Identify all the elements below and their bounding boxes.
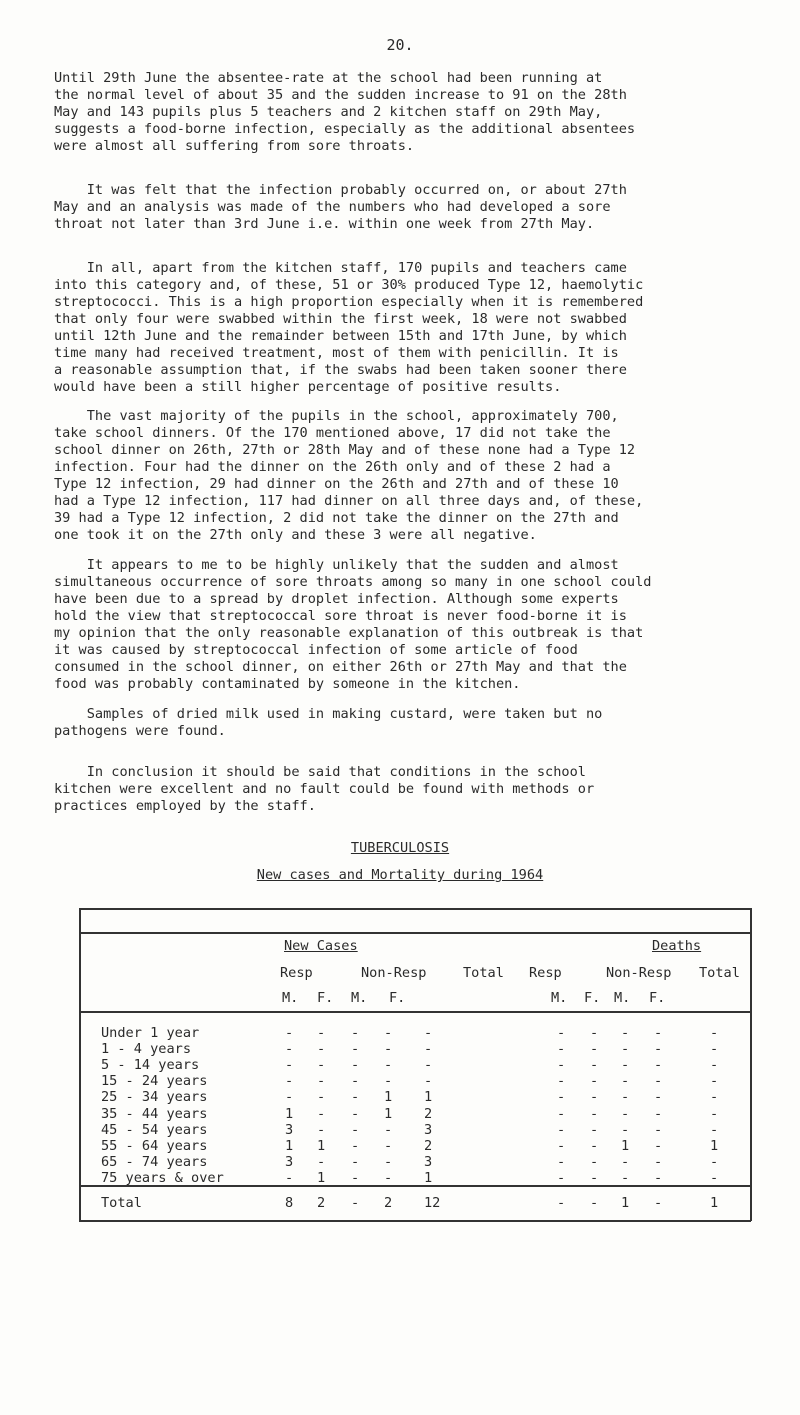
table-row-value: - <box>351 1089 360 1106</box>
table-row-value: - <box>710 1121 719 1138</box>
header-sex-m: M. <box>551 990 568 1006</box>
table-row-value: - <box>590 1041 599 1058</box>
table-row-value: 1 <box>424 1089 433 1106</box>
paragraph-opinion: It appears to me to be highly unlikely that the sudden and almost simultaneous occurrence of sore throats among so many in one school could have been due to a spread by droplet infection. Although some experts hold the view that streptococcal sore throat is never food-borne it is my opinion that the only reasonable explanation of this outbreak is that it was caused by streptococcal infection of some article of food consumed in the school dinner, on either 26th or 27th May and that the food was probably contaminated by someone in the kitchen. <box>54 557 652 692</box>
table-row-value: - <box>557 1057 566 1074</box>
table-header-rule <box>79 932 751 934</box>
table-row-value: - <box>710 1057 719 1074</box>
table-row-value: - <box>557 1137 566 1154</box>
table-row-value: 1 <box>285 1105 294 1122</box>
table-row-value: - <box>351 1073 360 1090</box>
table-right-rule <box>750 908 752 1221</box>
table-row-label: 25 - 34 years <box>101 1089 208 1106</box>
table-row-value: - <box>351 1169 360 1186</box>
table-row-value: - <box>317 1073 326 1090</box>
table-row-value: - <box>654 1153 663 1170</box>
header-sex-m: M. <box>351 990 368 1006</box>
header-non-resp: Non-Resp <box>361 965 427 981</box>
table-row-label: 1 - 4 years <box>101 1041 192 1058</box>
table-row-value: - <box>621 1057 630 1074</box>
paragraph-school-dinners: The vast majority of the pupils in the school, approximately 700, take school dinners. Of the 170 mentioned above, 17 did not take the school dinner on 26th, 27th or 28th May and of these none had a Type 12 infection. Four had the dinner on the 26th only and of these 2 had a Type 12 infection, 29 had dinner on the 26th and 27th and of these 10 had a Type 12 infection, 117 had dinner on all three days and, of these, 39 had a Type 12 infection, 2 did not take the dinner on the 27th and one took it on the 27th only and these 3 were all negative. <box>54 408 644 543</box>
table-row-value: - <box>384 1153 393 1170</box>
header-deaths-resp: Resp <box>529 965 562 981</box>
table-row-value: - <box>384 1169 393 1186</box>
paragraph-absentee-rate: Until 29th June the absentee-rate at the school had been running at the normal level of about 35 and the sudden increase to 91 on the 28th May and 143 pupils plus 5 teachers and 2 kitchen staff on 29th May, suggests a food-borne infection, especially as the additional absentees were almost all suffering from sore throats. <box>54 70 636 154</box>
table-row-label: 15 - 24 years <box>101 1073 208 1090</box>
table-row-value: 2 <box>424 1105 433 1122</box>
header-sex-f: F. <box>584 990 601 1006</box>
table-left-rule <box>79 908 81 1221</box>
header-sex-m: M. <box>282 990 299 1006</box>
table-row-value: - <box>710 1041 719 1058</box>
table-row-value: - <box>710 1089 719 1106</box>
table-row-value: - <box>710 1169 719 1186</box>
table-row-value: 1 <box>384 1105 393 1122</box>
table-top-rule <box>79 908 751 910</box>
table-row-value: - <box>710 1073 719 1090</box>
table-row-value: - <box>654 1073 663 1090</box>
table-row-value: - <box>285 1089 294 1106</box>
table-row-label: 5 - 14 years <box>101 1057 200 1074</box>
table-total-row-value: 2 <box>317 1195 326 1211</box>
table-row-label: 65 - 74 years <box>101 1153 208 1170</box>
header-new-cases: New Cases <box>284 938 358 954</box>
table-row-label: 45 - 54 years <box>101 1121 208 1138</box>
table-row-value: - <box>351 1025 360 1041</box>
table-total-row-value: 8 <box>285 1195 294 1211</box>
table-row-value: - <box>621 1153 630 1170</box>
table-row-value: - <box>590 1057 599 1074</box>
table-row-value: - <box>317 1025 326 1041</box>
table-row-value: - <box>351 1153 360 1170</box>
header-deaths: Deaths <box>652 938 702 954</box>
table-row-value: - <box>654 1041 663 1058</box>
table-row-value: 2 <box>424 1137 433 1154</box>
table-row-value: - <box>621 1073 630 1090</box>
table-title: New cases and Mortality during 1964 <box>256 867 544 883</box>
table-total-row-value: - <box>590 1195 599 1211</box>
table-row-value: - <box>621 1025 630 1041</box>
table-row-value: - <box>654 1121 663 1138</box>
table-total-row-label: Total <box>101 1195 142 1211</box>
table-row-label: 55 - 64 years <box>101 1137 208 1154</box>
table-total-row-value: 2 <box>384 1195 393 1211</box>
table-row-value: 3 <box>424 1153 433 1170</box>
table-row-value: 1 <box>621 1137 630 1154</box>
paragraph-category-count: In all, apart from the kitchen staff, 170 pupils and teachers came into this category and, of these, 51 or 30% produced Type 12, haemolytic streptococci. This is a high proportion especially when it is remembered that only four were swabbed within the first week, 18 were not swabbed until 12th June and the remainder between 15th and 17th June, by which time many had received treatment, most of them with penicillin. It is a reasonable assumption that, if the swabs had been taken sooner there would have been a still higher percentage of positive results. <box>54 260 644 395</box>
table-row-value: - <box>557 1121 566 1138</box>
table-row-value: - <box>590 1121 599 1138</box>
table-total-row-value: 1 <box>710 1195 719 1211</box>
table-total-row-value: - <box>557 1195 566 1211</box>
table-row-value: - <box>317 1121 326 1138</box>
table-row-value: - <box>621 1041 630 1058</box>
table-row-value: - <box>317 1153 326 1170</box>
table-row-value: 3 <box>424 1121 433 1138</box>
table-bottom-rule <box>79 1220 751 1222</box>
table-row-value: - <box>621 1121 630 1138</box>
table-row-value: - <box>654 1137 663 1154</box>
table-body-rule <box>79 1011 751 1013</box>
table-row-value: - <box>557 1169 566 1186</box>
table-row-value: - <box>621 1105 630 1122</box>
table-row-label: Under 1 year <box>101 1025 200 1041</box>
table-row-value: 1 <box>317 1169 326 1186</box>
table-row-value: - <box>557 1089 566 1106</box>
table-row-label: 75 years & over <box>101 1169 224 1186</box>
header-resp: Resp <box>280 965 313 981</box>
table-row-value: - <box>285 1057 294 1074</box>
table-row-value: 1 <box>424 1169 433 1186</box>
table-row-label: 35 - 44 years <box>101 1105 208 1122</box>
paragraph-infection-date: It was felt that the infection probably occurred on, or about 27th May and an analysis was made of the numbers who had developed a sore throat not later than 3rd June i.e. within one week from 27th May. <box>54 182 627 232</box>
table-row-value: - <box>557 1025 566 1041</box>
table-total-row-value: - <box>351 1195 360 1211</box>
table-row-value: - <box>557 1153 566 1170</box>
table-row-value: - <box>654 1169 663 1186</box>
table-row-value: - <box>654 1105 663 1122</box>
table-row-value: - <box>285 1041 294 1058</box>
paragraph-conclusion: In conclusion it should be said that conditions in the school kitchen were excellent and no fault could be found with methods or practices employed by the staff. <box>54 764 595 814</box>
table-row-value: - <box>351 1105 360 1122</box>
table-row-value: - <box>590 1169 599 1186</box>
table-row-value: - <box>557 1105 566 1122</box>
table-row-value: - <box>424 1073 433 1090</box>
table-row-value: - <box>384 1025 393 1041</box>
table-row-value: 3 <box>285 1121 294 1138</box>
table-row-value: - <box>384 1073 393 1090</box>
table-row-value: - <box>654 1025 663 1041</box>
table-row-value: - <box>590 1105 599 1122</box>
table-row-value: - <box>351 1041 360 1058</box>
table-total-row-value: 12 <box>424 1195 441 1211</box>
table-row-value: - <box>654 1057 663 1074</box>
paragraph-samples: Samples of dried milk used in making custard, were taken but no pathogens were found. <box>54 706 603 739</box>
table-row-value: - <box>621 1169 630 1186</box>
table-row-value: - <box>384 1057 393 1074</box>
table-row-value: - <box>710 1105 719 1122</box>
table-row-value: - <box>317 1089 326 1106</box>
table-total-row-value: 1 <box>621 1195 630 1211</box>
table-row-value: - <box>590 1025 599 1041</box>
table-row-value: - <box>424 1041 433 1058</box>
table-row-value: - <box>285 1025 294 1041</box>
table-row-value: - <box>710 1153 719 1170</box>
table-total-row-value: - <box>654 1195 663 1211</box>
table-row-value: - <box>590 1073 599 1090</box>
table-row-value: - <box>317 1041 326 1058</box>
header-sex-f: F. <box>317 990 334 1006</box>
table-row-value: - <box>590 1153 599 1170</box>
table-row-value: - <box>557 1073 566 1090</box>
header-sex-f: F. <box>649 990 666 1006</box>
table-row-value: - <box>384 1121 393 1138</box>
table-row-value: - <box>285 1073 294 1090</box>
table-row-value: - <box>285 1169 294 1186</box>
header-sex-m: M. <box>614 990 631 1006</box>
table-row-value: 1 <box>710 1137 719 1154</box>
header-deaths-total: Total <box>699 965 740 981</box>
table-row-value: - <box>317 1057 326 1074</box>
table-row-value: - <box>590 1089 599 1106</box>
table-row-value: - <box>351 1121 360 1138</box>
table-row-value: - <box>710 1025 719 1041</box>
table-row-value: - <box>351 1057 360 1074</box>
page-number: 20. <box>386 36 414 54</box>
table-row-value: - <box>384 1137 393 1154</box>
table-row-value: - <box>317 1105 326 1122</box>
header-total: Total <box>463 965 504 981</box>
table-row-value: - <box>384 1041 393 1058</box>
section-title: TUBERCULOSIS <box>350 840 450 856</box>
header-deaths-non-resp: Non-Resp <box>606 965 672 981</box>
table-row-value: - <box>424 1025 433 1041</box>
table-row-value: - <box>654 1089 663 1106</box>
table-row-value: - <box>590 1137 599 1154</box>
table-row-value: - <box>424 1057 433 1074</box>
table-row-value: 1 <box>384 1089 393 1106</box>
table-row-value: - <box>621 1089 630 1106</box>
table-row-value: 1 <box>285 1137 294 1154</box>
table-row-value: 1 <box>317 1137 326 1154</box>
table-row-value: - <box>557 1041 566 1058</box>
table-row-value: - <box>351 1137 360 1154</box>
header-sex-f: F. <box>389 990 406 1006</box>
table-row-value: 3 <box>285 1153 294 1170</box>
